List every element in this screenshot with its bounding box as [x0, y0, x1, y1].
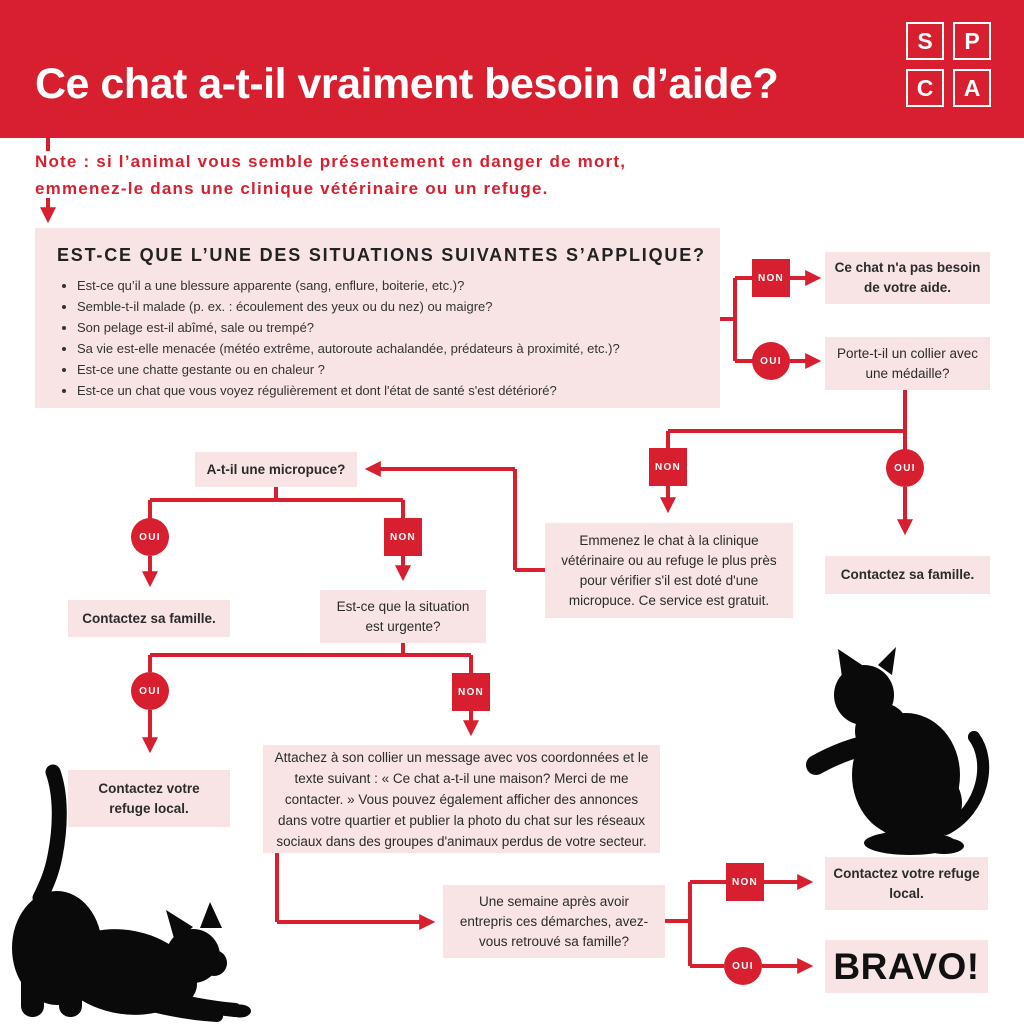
node-contact-family-left: Contactez sa famille.: [68, 600, 230, 637]
node-attach-message: Attachez à son collier un message avec vos coordonnées et le texte suivant : « Ce chat a-t-il une maison? Merci de me contacter. » Vous pouvez également afficher des annonces dans votre quartier et publier la photo du chat sur les réseaux sociaux dans des groupes d'animaux perdus de votre secteur.: [263, 745, 660, 853]
question-item: • Son pelage est-il abîmé, sale ou trempé?: [77, 317, 700, 338]
page-title: Ce chat a-t-il vraiment besoin d’aide?: [35, 60, 779, 108]
node-collar-question: Porte-t-il un collier avec une médaille?: [825, 337, 990, 390]
node-take-to-clinic: Emmenez le chat à la clinique vétérinaire ou au refuge le plus près pour vérifier s'il est doté d'une micropuce. Ce service est gratuit.: [545, 523, 793, 618]
logo-letter-c: C: [906, 69, 944, 107]
logo-letter-a: A: [953, 69, 991, 107]
main-question-title: EST-CE QUE L’UNE DES SITUATIONS SUIVANTES S’APPLIQUE?: [57, 245, 706, 265]
node-bravo: BRAVO!: [825, 940, 988, 993]
question-item: • Est-ce qu’il a une blessure apparente (sang, enflure, boiterie, etc.)?: [77, 275, 700, 296]
node-contact-family-right: Contactez sa famille.: [825, 556, 990, 594]
oui-badge: OUI: [752, 342, 790, 380]
non-badge: NON: [752, 259, 790, 297]
node-urgent-question: Est-ce que la situation est urgente?: [320, 590, 486, 643]
non-badge: NON: [384, 518, 422, 556]
oui-badge: OUI: [131, 672, 169, 710]
playing-cat-silhouette-icon: [786, 645, 1004, 857]
logo-letter-p: P: [953, 22, 991, 60]
non-badge: NON: [649, 448, 687, 486]
question-item: • Sa vie est-elle menacée (météo extrême, autoroute achalandée, prédateurs à proximité, etc.)?: [77, 338, 700, 359]
main-question-list: [57, 275, 700, 401]
question-item: • Est-ce une chatte gestante ou en chaleur ?: [77, 359, 700, 380]
warning-note-line1: Note : si l’animal vous semble présentement en danger de mort,: [35, 152, 627, 171]
oui-badge: OUI: [131, 518, 169, 556]
oui-badge: OUI: [724, 947, 762, 985]
logo-letter-s: S: [906, 22, 944, 60]
node-main-question: [35, 228, 720, 408]
node-microchip-question: A-t-il une micropuce?: [195, 452, 357, 487]
question-item: • Est-ce un chat que vous voyez régulièrement et dont l'état de santé s'est détérioré?: [77, 380, 700, 401]
oui-badge: OUI: [886, 449, 924, 487]
node-contact-shelter-left: Contactez votre refuge local.: [68, 770, 230, 827]
node-contact-shelter-right: Contactez votre refuge local.: [825, 857, 988, 910]
warning-note-line2: emmenez-le dans une clinique vétérinaire ou un refuge.: [35, 179, 549, 198]
node-no-help: Ce chat n'a pas besoin de votre aide.: [825, 252, 990, 304]
non-badge: NON: [452, 673, 490, 711]
node-one-week-question: Une semaine après avoir entrepris ces démarches, avez-vous retrouvé sa famille?: [443, 885, 665, 958]
non-badge: NON: [726, 863, 764, 901]
question-item: • Semble-t-il malade (p. ex. : écoulement des yeux ou du nez) ou maigre?: [77, 296, 700, 317]
